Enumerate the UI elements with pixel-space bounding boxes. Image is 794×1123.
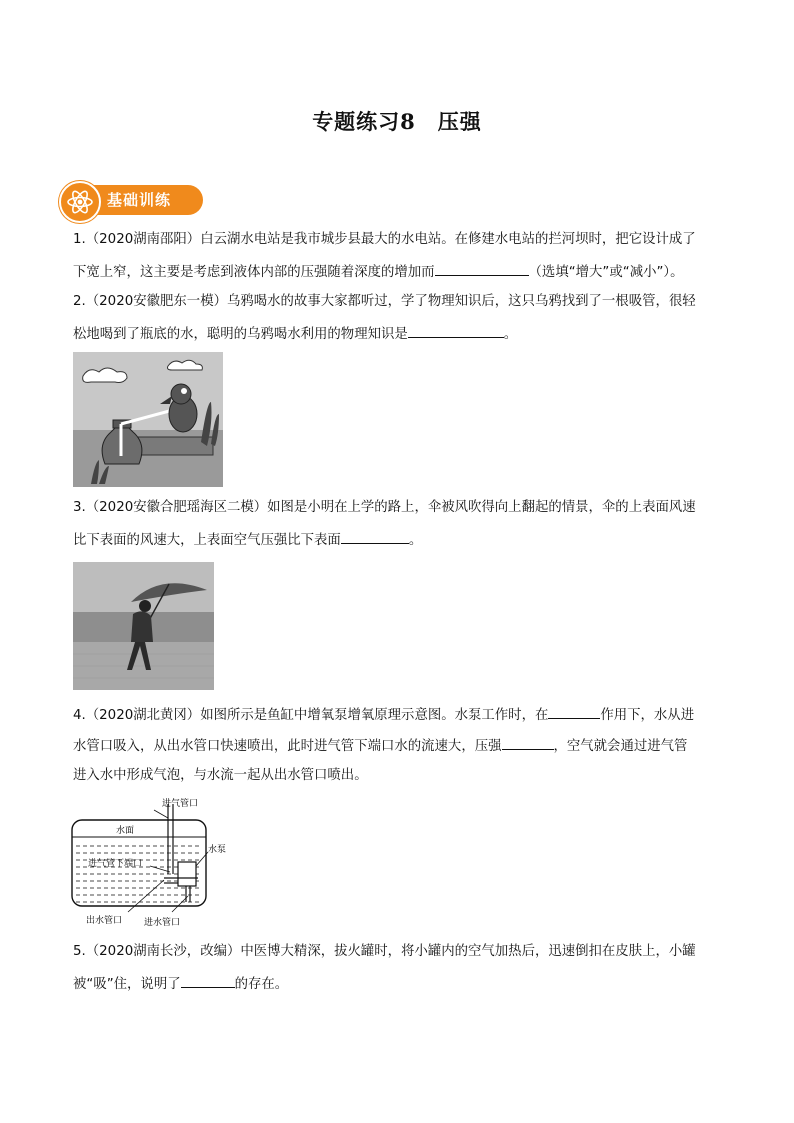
q4-answer-blank-2[interactable] — [502, 736, 554, 750]
q5-answer-blank[interactable] — [181, 974, 235, 988]
umbrella-photo — [73, 562, 214, 690]
q1-line2 — [73, 262, 684, 282]
q1-line1: 1.（2020湖南邵阳）白云湖水电站是我市城步县最大的水电站。在修建水电站的拦河坝时，把它设计成了 — [73, 232, 696, 247]
q3-line1: 3.（2020安徽合肥瑶海区二模）如图是小明在上学的路上，伞被风吹得向上翻起的情景，伞的上表面风速 — [73, 500, 696, 515]
q3-text-b: 。 — [408, 533, 423, 548]
q2-text-a: 松地喝到了瓶底的水，聪明的乌鸦喝水利用的物理知识是 — [73, 327, 408, 342]
q5-line1: 5.（2020湖南长沙，改编）中医博大精深，拔火罐时，将小罐内的空气加热后，迅速倒扣在皮肤上，小罐 — [73, 944, 696, 959]
label-water-surface: 水面 — [116, 826, 135, 836]
q3-line2 — [73, 530, 422, 550]
q1-text-b: （选填“增大”或“减小”）。 — [528, 265, 684, 280]
label-pump: 水泵 — [208, 845, 227, 855]
q1-text-a: 下宽上窄，这主要是考虑到液体内部的压强随着深度的增加而 — [73, 265, 435, 280]
q2-text-b: 。 — [503, 327, 518, 342]
q4-text-c: 水管口吸入，从出水管口快速喷出，此时进气管下端口水的流速大，压强 — [73, 739, 502, 754]
atom-icon — [59, 181, 101, 223]
q4-answer-blank-1[interactable] — [548, 705, 600, 719]
label-air-lower: 进气管下端口 — [88, 859, 143, 869]
q4-line1 — [73, 705, 694, 725]
label-inlet-water: 进水管口 — [144, 918, 181, 928]
q4-text-b: 作用下，水从进 — [600, 708, 695, 723]
q2-answer-blank[interactable] — [408, 324, 504, 338]
q5-text-b: 的存在。 — [234, 977, 289, 992]
q4-text-d: ，空气就会通过进气管 — [553, 739, 688, 754]
q2-line1: 2.（2020安徽肥东一模）乌鸦喝水的故事大家都听过，学了物理知识后，这只乌鸦找到了一根吸管，很轻 — [73, 294, 696, 309]
q4-text-a: 4.（2020湖北黄冈）如图所示是鱼缸中增氧泵增氧原理示意图。水泵工作时，在 — [73, 708, 549, 723]
aquarium-pump-diagram — [68, 796, 248, 932]
q4-line2 — [73, 736, 687, 756]
label-inlet-air: 进气管口 — [162, 799, 199, 809]
crow-drinking-image — [73, 352, 223, 487]
q2-line2 — [73, 324, 517, 344]
q3-answer-blank[interactable] — [341, 530, 409, 544]
q3-text-a: 比下表面的风速大，上表面空气压强比下表面 — [73, 533, 341, 548]
q5-line2 — [73, 974, 288, 994]
q1-answer-blank[interactable] — [435, 262, 529, 276]
q4-line3: 进入水中形成气泡，与水流一起从出水管口喷出。 — [73, 768, 368, 783]
label-outlet: 出水管口 — [86, 916, 123, 926]
q5-text-a: 被“吸”住，说明了 — [73, 977, 181, 992]
page-title: 专题练习8 压强 — [312, 109, 482, 134]
section-label: 基础训练 — [107, 191, 172, 209]
section-badge — [59, 181, 203, 219]
